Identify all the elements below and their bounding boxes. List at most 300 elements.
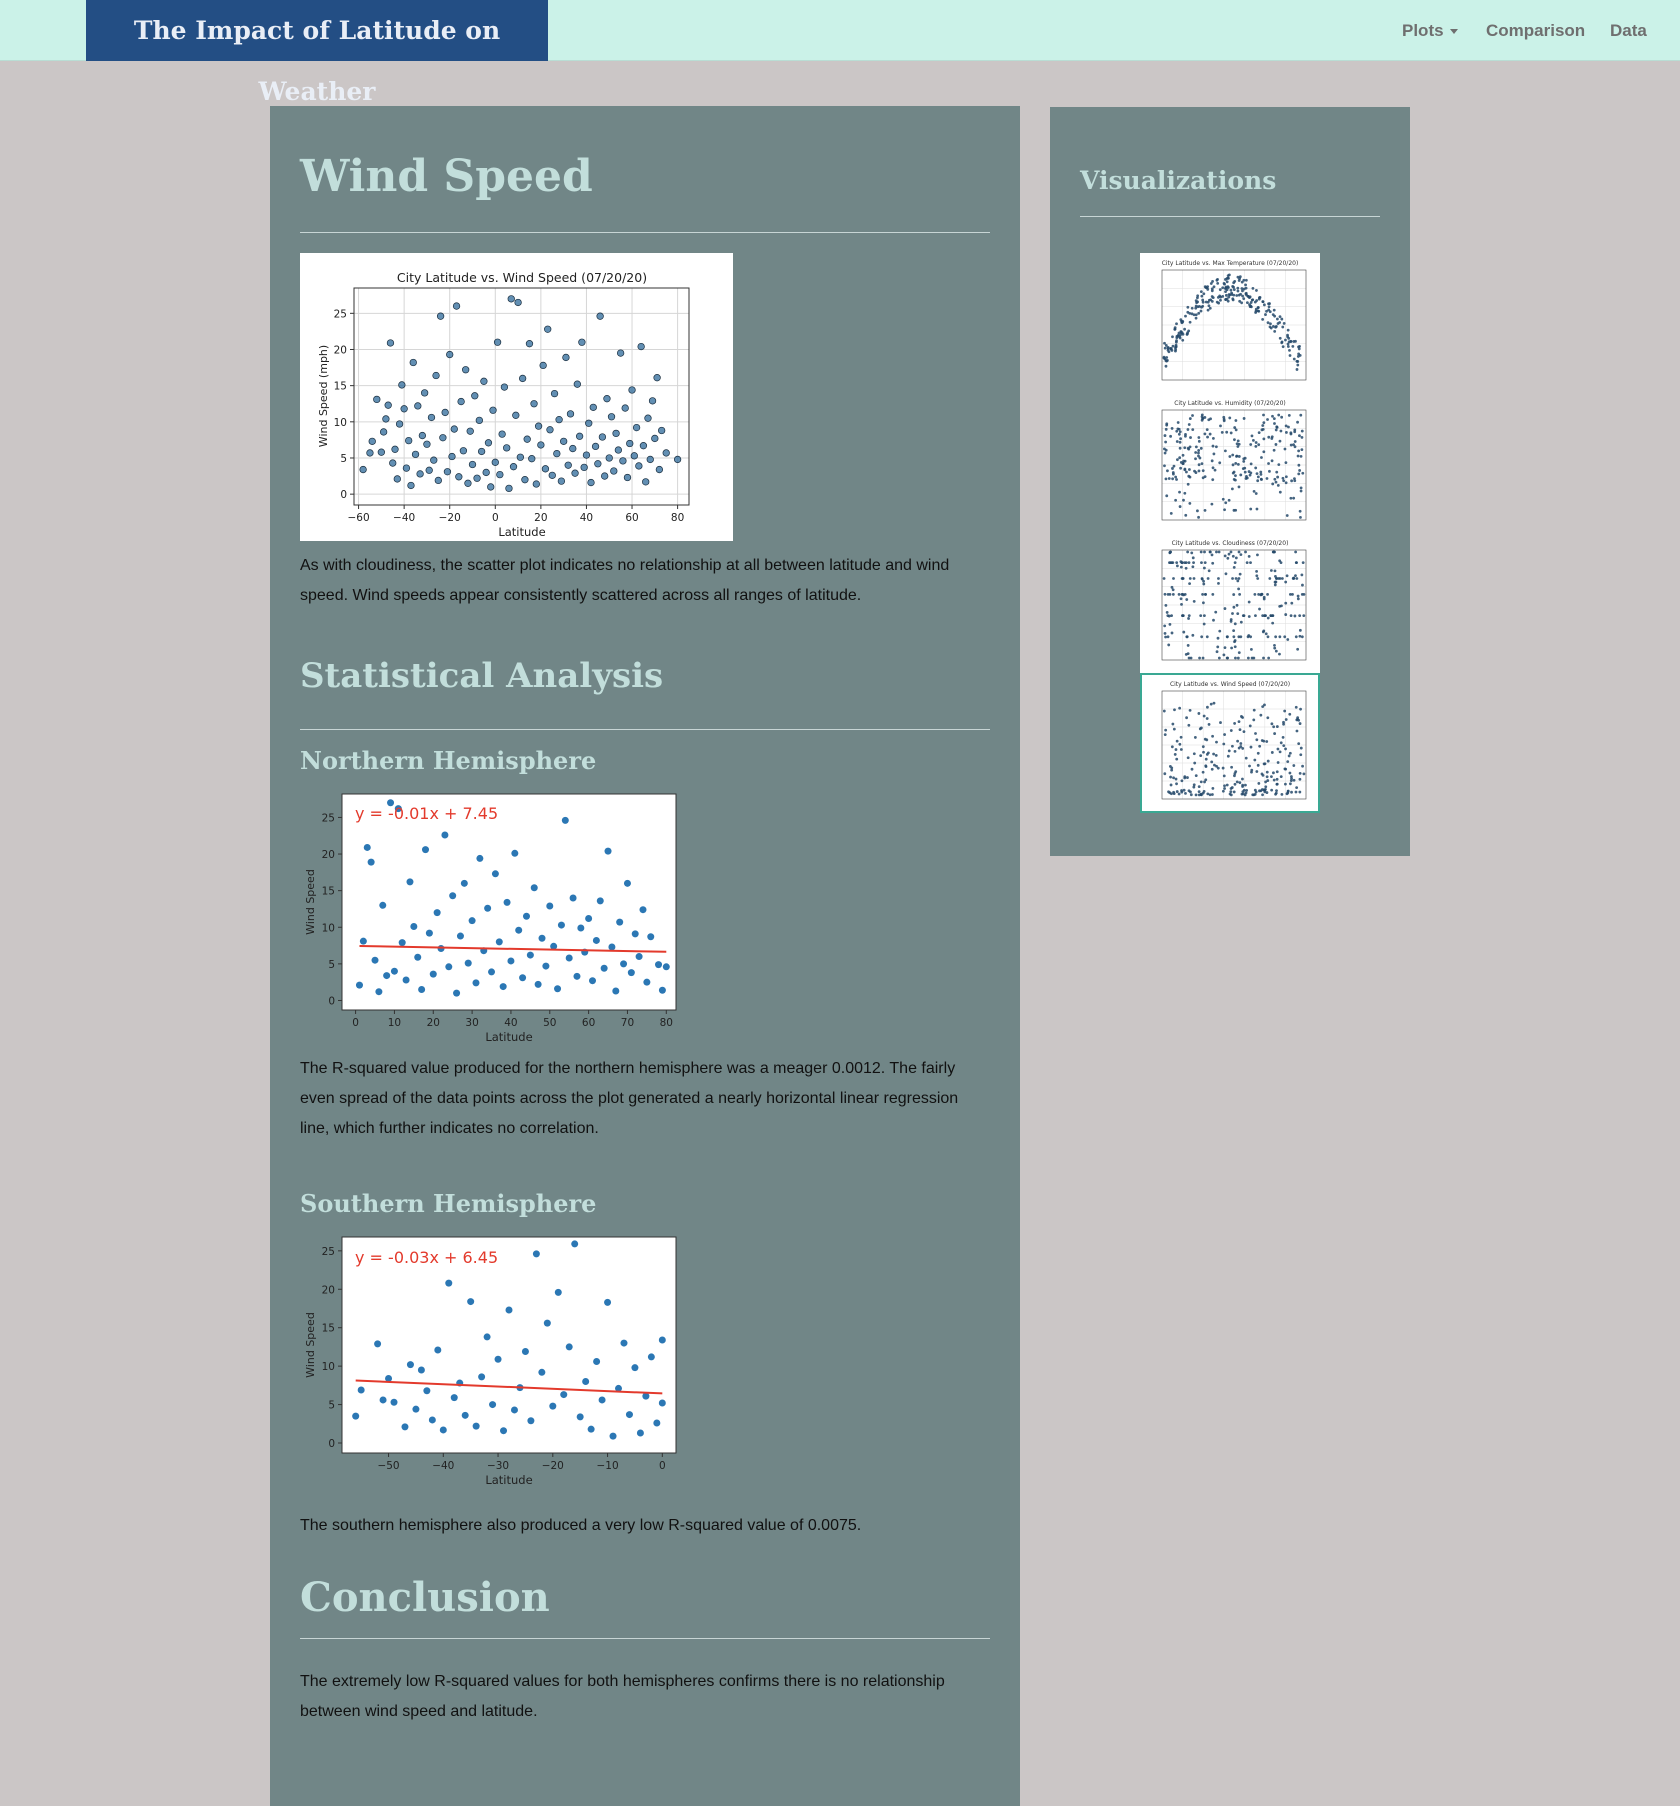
data-point (494, 339, 501, 346)
thumbnail-point (1171, 723, 1174, 726)
thumbnail-point (1270, 775, 1273, 778)
thumbnail-point (1303, 593, 1306, 596)
thumbnail-point (1178, 707, 1181, 710)
thumbnail-point (1232, 286, 1235, 289)
thumbnail-point (1211, 287, 1214, 290)
thumbnail-point (1290, 614, 1293, 617)
data-point (383, 972, 390, 979)
data-point (449, 892, 456, 899)
thumbnail-point (1198, 785, 1201, 788)
thumbnail-point (1246, 301, 1249, 304)
thumbnail-point (1231, 577, 1234, 580)
thumbnail-point (1261, 300, 1264, 303)
data-point (515, 299, 522, 306)
thumbnail-point (1221, 431, 1224, 434)
data-point (429, 1416, 436, 1423)
thumbnail-point (1256, 479, 1259, 482)
data-point (385, 402, 392, 409)
thumbnail-point (1223, 508, 1226, 511)
data-point (434, 909, 441, 916)
thumbnail-point (1226, 657, 1229, 660)
thumbnail-point (1200, 727, 1203, 730)
data-point (608, 413, 615, 420)
thumbnail-point (1266, 418, 1269, 421)
thumbnail-point (1234, 479, 1237, 482)
brand-link[interactable]: The Impact of Latitude on Weather (86, 0, 548, 61)
thumbnail-point (1224, 501, 1227, 504)
data-point (474, 475, 481, 482)
data-point (375, 988, 382, 995)
thumbnail-point (1250, 301, 1253, 304)
thumbnail-point (1205, 758, 1208, 761)
data-point (462, 1412, 469, 1419)
y-tick-label: 25 (321, 812, 335, 825)
thumbnail-point (1280, 318, 1283, 321)
thumbnail-point (1236, 780, 1239, 783)
thumbnail-point (1236, 740, 1239, 743)
thumbnail-point (1290, 791, 1293, 794)
x-tick-label: 60 (581, 1017, 596, 1029)
thumbnail-point (1273, 422, 1276, 425)
thumbnail-point (1191, 565, 1194, 568)
thumbnail-point (1294, 615, 1297, 618)
data-point (551, 390, 558, 397)
y-tick-label: 5 (328, 1399, 335, 1412)
thumbnail-point (1280, 741, 1283, 744)
data-point (610, 1433, 617, 1440)
thumbnail-point (1296, 421, 1299, 424)
thumbnail-max-temperature[interactable] (1140, 253, 1320, 393)
thumbnail-point (1287, 345, 1290, 348)
thumbnail-point (1230, 551, 1233, 554)
thumbnail-point (1204, 738, 1207, 741)
data-point (535, 981, 542, 988)
thumbnail-point (1289, 782, 1292, 785)
conclusion-heading: Conclusion (300, 1574, 550, 1621)
thumbnail-point (1211, 554, 1214, 557)
thumbnail-point (1235, 294, 1238, 297)
data-point (527, 1417, 534, 1424)
thumbnail-point (1181, 331, 1184, 334)
data-point (414, 954, 421, 961)
thumbnail-point (1181, 321, 1184, 324)
data-point (484, 1333, 491, 1340)
data-point (478, 1373, 485, 1380)
thumbnail-point (1265, 632, 1268, 635)
thumbnail-point (1243, 730, 1246, 733)
data-point (620, 458, 627, 465)
thumbnail-point (1298, 434, 1301, 437)
data-point (579, 339, 586, 346)
thumbnail-point (1215, 754, 1218, 757)
thumbnail-point (1200, 295, 1203, 298)
data-point (476, 417, 483, 424)
thumbnail-point (1178, 743, 1181, 746)
thumbnail-point (1277, 322, 1280, 325)
thumbnail-point (1249, 561, 1252, 564)
thumbnail-point (1194, 736, 1197, 739)
data-point (626, 440, 633, 447)
thumbnail-point (1234, 657, 1237, 660)
y-tick-label: 15 (333, 380, 347, 393)
thumbnail-point (1215, 741, 1218, 744)
thumbnail-point (1261, 793, 1264, 796)
thumbnail-point (1185, 561, 1188, 564)
thumbnail-point (1211, 478, 1214, 481)
data-point (419, 432, 426, 439)
thumbnail-point (1255, 738, 1258, 741)
thumbnail-point (1193, 577, 1196, 580)
data-point (519, 375, 526, 382)
thumbnail-wind-speed-active[interactable] (1140, 673, 1320, 813)
thumbnail-point (1172, 473, 1175, 476)
thumbnail-point (1241, 793, 1244, 796)
thumbnail-point (1211, 280, 1214, 283)
thumbnail-point (1257, 593, 1260, 596)
thumbnail-point (1182, 631, 1185, 634)
thumbnail-point (1200, 447, 1203, 450)
thumbnail-point (1227, 277, 1230, 280)
data-point (430, 457, 437, 464)
thumbnail-point (1188, 789, 1191, 792)
thumbnail-point (1182, 499, 1185, 502)
data-point (418, 986, 425, 993)
thumbnail-point (1165, 428, 1168, 431)
x-axis-label: Latitude (498, 525, 546, 539)
x-tick-label: 20 (534, 512, 548, 524)
main-panel (270, 106, 1020, 1806)
thumbnail-point (1301, 472, 1304, 475)
thumbnail-point (1163, 342, 1166, 345)
thumbnail-point (1171, 467, 1174, 470)
data-point (511, 850, 518, 857)
x-tick-label: −40 (432, 1460, 455, 1472)
southern-regression-chart (300, 1231, 670, 1491)
thumbnail-point (1299, 722, 1302, 725)
thumbnail-point (1223, 784, 1226, 787)
thumbnail-point (1239, 573, 1242, 576)
thumbnail-point (1265, 740, 1268, 743)
thumbnail-point (1251, 298, 1254, 301)
data-point (392, 446, 399, 453)
thumbnail-point (1297, 353, 1300, 356)
thumbnail-point (1299, 516, 1302, 519)
thumbnail-point (1183, 446, 1186, 449)
thumbnail-point (1174, 476, 1177, 479)
thumbnail-point (1292, 764, 1295, 767)
thumbnail-humidity[interactable] (1140, 393, 1320, 533)
thumbnail-point (1233, 791, 1236, 794)
thumbnail-point (1255, 574, 1258, 577)
y-tick-label: 25 (321, 1245, 335, 1258)
data-point (412, 1406, 419, 1413)
thumbnail-point (1293, 479, 1296, 482)
southern-paragraph: The southern hemisphere also produced a very low R-squared value of 0.0075. (300, 1517, 862, 1534)
thumbnail-point (1286, 574, 1289, 577)
thumbnail-point (1254, 467, 1257, 470)
data-point (422, 846, 429, 853)
thumbnail-point (1295, 791, 1298, 794)
data-point (531, 884, 538, 891)
thumbnail-point (1223, 653, 1226, 656)
thumbnail-point (1254, 301, 1257, 304)
data-point (403, 465, 410, 472)
thumbnail-point (1245, 789, 1248, 792)
data-point (492, 459, 499, 466)
data-point (462, 366, 469, 373)
thumbnail-point (1175, 782, 1178, 785)
thumbnail-point (1175, 478, 1178, 481)
thumbnail-point (1238, 720, 1241, 723)
data-point (396, 421, 403, 428)
x-tick-label: −20 (541, 1460, 564, 1472)
thumbnail-point (1264, 781, 1267, 784)
thumbnail-point (1204, 764, 1207, 767)
data-point (440, 434, 447, 441)
nav-plots-dropdown[interactable] (1402, 0, 1458, 61)
thumbnail-point (1169, 435, 1172, 438)
thumbnail-point (1222, 743, 1225, 746)
thumbnail-point (1289, 752, 1292, 755)
navbar (0, 0, 1680, 106)
thumbnail-point (1175, 339, 1178, 342)
data-point (418, 1366, 425, 1373)
thumbnail-point (1260, 593, 1263, 596)
thumbnail-point (1175, 561, 1178, 564)
thumbnail-point (1204, 432, 1207, 435)
thumbnail-point (1200, 780, 1203, 783)
thumbnail-point (1290, 779, 1293, 782)
thumbnail-point (1248, 555, 1251, 558)
thumbnail-point (1175, 778, 1178, 781)
thumbnail-point (1284, 613, 1287, 616)
thumbnail-point (1197, 312, 1200, 315)
thumbnail-point (1299, 772, 1302, 775)
data-point (500, 1427, 507, 1434)
thumbnail-point (1234, 622, 1237, 625)
data-point (453, 303, 460, 310)
thumbnail-point (1233, 566, 1236, 569)
thumbnail-point (1163, 577, 1166, 580)
thumbnail-point (1164, 729, 1167, 732)
thumbnail-point (1164, 441, 1167, 444)
thumbnail-point (1239, 275, 1242, 278)
thumbnail-point (1232, 629, 1235, 632)
thumbnail-point (1180, 748, 1183, 751)
thumbnail-point (1296, 648, 1299, 651)
data-point (485, 439, 492, 446)
divider (300, 729, 990, 730)
thumbnail-point (1285, 481, 1288, 484)
thumbnail-point (1293, 779, 1296, 782)
thumbnail-point (1274, 326, 1277, 329)
thumbnail-point (1234, 645, 1237, 648)
thumbnail-point (1250, 746, 1253, 749)
thumbnail-point (1193, 600, 1196, 603)
thumbnail-point (1295, 561, 1298, 564)
thumbnail-point (1245, 292, 1248, 295)
thumbnail-point (1195, 317, 1198, 320)
data-point (506, 1307, 513, 1314)
thumbnail-point (1226, 635, 1229, 638)
data-point (519, 974, 526, 981)
thumbnail-point (1225, 431, 1228, 434)
thumbnail-point (1239, 553, 1242, 556)
thumbnail-point (1202, 417, 1205, 420)
thumbnail-point (1181, 339, 1184, 342)
data-point (394, 476, 401, 483)
data-point (654, 374, 661, 381)
thumbnail-point (1292, 497, 1295, 500)
caret-down-icon (1450, 29, 1458, 34)
y-tick-label: 10 (321, 1361, 335, 1374)
data-point (410, 359, 417, 366)
thumbnail-point (1235, 429, 1238, 432)
thumbnail-point (1239, 728, 1242, 731)
thumbnail-point (1228, 553, 1231, 556)
thumbnail-point (1213, 764, 1216, 767)
thumbnail-point (1233, 774, 1236, 777)
thumbnail-point (1193, 762, 1196, 765)
data-point (524, 436, 531, 443)
thumbnail-point (1185, 567, 1188, 570)
thumbnail-point (1188, 614, 1191, 617)
data-point (540, 362, 547, 369)
data-point (507, 957, 514, 964)
thumbnail-point (1265, 310, 1268, 313)
thumbnail-point (1183, 777, 1186, 780)
thumbnail-point (1218, 630, 1221, 633)
thumbnail-point (1226, 784, 1229, 787)
thumbnail-point (1230, 620, 1233, 623)
data-point (478, 448, 485, 455)
thumbnail-point (1295, 360, 1298, 363)
thumbnail-point (1277, 748, 1280, 751)
thumbnail-point (1229, 790, 1232, 793)
data-point (597, 897, 604, 904)
thumbnail-point (1225, 572, 1228, 575)
thumbnail-point (1272, 551, 1275, 554)
thumbnail-point (1256, 553, 1259, 556)
thumbnail-cloudiness[interactable] (1140, 533, 1320, 673)
thumbnail-point (1268, 577, 1271, 580)
data-point (504, 899, 511, 906)
data-point (522, 1348, 529, 1355)
thumbnail-point (1268, 470, 1271, 473)
thumbnail-point (1279, 750, 1282, 753)
thumbnail-point (1246, 561, 1249, 564)
data-point (430, 971, 437, 978)
thumbnail-point (1187, 483, 1190, 486)
thumbnail-point (1182, 593, 1185, 596)
thumbnail-point (1298, 791, 1301, 794)
thumbnail-point (1258, 296, 1261, 299)
thumbnail-point (1257, 310, 1260, 313)
thumbnail-point (1173, 728, 1176, 731)
data-point (490, 407, 497, 414)
thumbnail-point (1248, 765, 1251, 768)
data-point (497, 471, 504, 478)
thumbnail-point (1276, 770, 1279, 773)
nav-data-link[interactable]: Data (1610, 21, 1647, 40)
data-point (403, 976, 410, 983)
data-point (476, 855, 483, 862)
data-point (595, 460, 602, 467)
thumbnail-point (1299, 414, 1302, 417)
thumbnail-point (1262, 657, 1265, 660)
thumbnail-point (1189, 577, 1192, 580)
thumbnail-point (1256, 508, 1259, 511)
thumbnail-point (1237, 290, 1240, 293)
thumbnail-point (1224, 449, 1227, 452)
thumbnail-point (1183, 328, 1186, 331)
thumbnail-point (1173, 708, 1176, 711)
thumbnail-point (1263, 598, 1266, 601)
thumbnail-point (1174, 499, 1177, 502)
data-point (415, 403, 422, 410)
thumbnail-point (1238, 486, 1241, 489)
data-point (649, 398, 656, 405)
nav-comparison-link[interactable]: Comparison (1486, 21, 1586, 40)
thumbnail-point (1174, 346, 1177, 349)
data-point (560, 438, 567, 445)
thumbnail-point (1282, 721, 1285, 724)
thumbnail-point (1289, 772, 1292, 775)
data-point (449, 453, 456, 460)
data-point (417, 471, 424, 478)
data-point (473, 1423, 480, 1430)
intro-paragraph: As with cloudiness, the scatter plot indicates no relationship at all between latitude and wind speed. Wind speeds appear consistently scattered across all ranges of latitude. (300, 557, 950, 604)
thumbnail-point (1275, 425, 1278, 428)
data-point (624, 474, 631, 481)
data-point (437, 313, 444, 320)
data-point (648, 1353, 655, 1360)
data-point (440, 1426, 447, 1433)
thumbnail-point (1187, 652, 1190, 655)
thumbnail-point (1234, 770, 1237, 773)
thumbnail-point (1163, 464, 1166, 467)
data-point (628, 969, 635, 976)
thumbnail-point (1241, 747, 1244, 750)
thumbnail-point (1279, 440, 1282, 443)
thumbnail-point (1290, 433, 1293, 436)
thumbnail-point (1281, 793, 1284, 796)
thumbnail-point (1238, 593, 1241, 596)
thumbnail-point (1294, 440, 1297, 443)
data-point (567, 411, 574, 418)
data-point (566, 955, 573, 962)
thumbnail-point (1273, 449, 1276, 452)
thumbnail-point (1248, 601, 1251, 604)
thumbnail-point (1290, 444, 1293, 447)
thumbnail-point (1287, 329, 1290, 332)
northern-paragraph: The R-squared value produced for the northern hemisphere was a meager 0.0012. The fairly even spread of the data points across the plot generated a nearly horizontal linear regression line, which further indicates no correlation. (300, 1060, 959, 1137)
data-point (655, 961, 662, 968)
thumbnail-point (1261, 424, 1264, 427)
thumbnail-point (1234, 474, 1237, 477)
thumbnail-point (1279, 491, 1282, 494)
data-point (446, 351, 453, 358)
thumbnail-point (1179, 447, 1182, 450)
thumbnail-point (1284, 581, 1287, 584)
thumbnail-point (1188, 468, 1191, 471)
thumbnail-point (1197, 516, 1200, 519)
thumbnail-point (1211, 787, 1214, 790)
data-point (513, 412, 520, 419)
thumbnail-point (1263, 788, 1266, 791)
thumbnail-point (1251, 657, 1254, 660)
thumbnail-point (1233, 722, 1236, 725)
